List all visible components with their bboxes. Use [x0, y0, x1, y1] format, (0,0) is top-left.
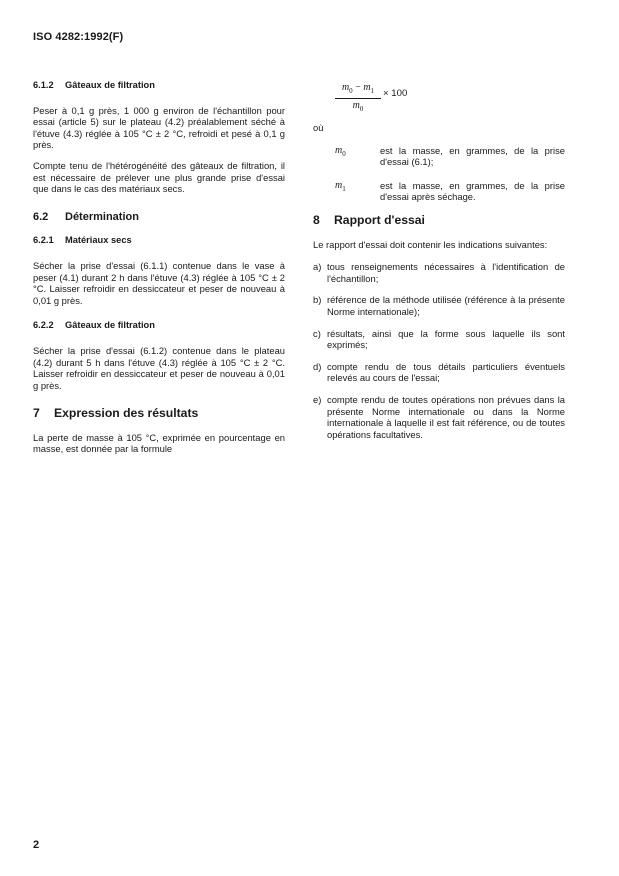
section-title: Expression des résultats: [54, 406, 199, 421]
section-title: Matériaux secs: [65, 235, 132, 246]
section-number: 8: [313, 212, 320, 227]
formula-denominator: $m_0$: [352, 100, 364, 113]
list-item-label: b): [313, 294, 322, 306]
heading-6-2: [33, 212, 285, 224]
paragraph-6-1-2-a: Peser à 0,1 g près, 1 000 g environ de l'échantillon pour essai (article 5) sur le plateau (4.2) préalablement séché à l'étuve (4.3) réglée à 105 °C ± 2 °C, refroidi et pesé à 0,1 g près.: [33, 104, 285, 151]
section-number: 6.2: [33, 210, 49, 223]
list-item: [313, 261, 565, 284]
paragraph-7: La perte de masse à 105 °C, exprimée en pourcentage en masse, est donnée par la formule: [33, 431, 285, 455]
list-item-label: c): [313, 327, 321, 339]
definition-text: est la masse, en grammes, de la prise d'essai (6.1);: [380, 144, 565, 168]
section-title: Gâteaux de filtration: [65, 80, 155, 90]
page-number: 2: [33, 839, 40, 851]
section-title: Gâteaux de filtration: [65, 320, 155, 331]
section-title: Rapport d'essai: [334, 212, 425, 227]
list-item-label: e): [313, 393, 322, 405]
heading-8: [313, 212, 565, 227]
definition-m1: [313, 180, 565, 203]
mass-loss-formula: [313, 82, 565, 116]
where-label: où: [313, 122, 324, 133]
list-item: [313, 361, 565, 384]
paragraph-8-intro: Le rapport d'essai doit contenir les indications suivantes:: [313, 238, 548, 250]
definition-text: est la masse, en grammes, de la prise d'essai après séchage.: [380, 179, 565, 203]
list-item-text: compte rendu de toutes opérations non prévues dans la présente Norme internationale ou dans la Norme internationale à laquelle il est fait référence, ou de toutes opérations facultatives.: [327, 393, 565, 440]
paragraph-6-2-1: Sécher la prise d'essai (6.1.1) contenue dans le vase à peser (4.1) durant 2 h dans l'étuve (4.3) réglée à 105 °C ± 2 °C. Laisser refroidir en dessiccateur et peser de nouveau à 0,01 g près.: [33, 259, 285, 306]
section-number: 7: [33, 406, 40, 421]
list-item: [313, 294, 565, 317]
list-item: [313, 394, 565, 440]
section-title: Détermination: [65, 210, 139, 223]
list-item-text: résultats, ainsi que la forme sous laquelle ils sont exprimés;: [327, 327, 565, 351]
section-number: 6.1.2: [33, 80, 54, 90]
right-column: [313, 80, 565, 450]
list-item: [313, 328, 565, 351]
paragraph-6-1-2-b: Compte tenu de l'hétérogénéité des gâteaux de filtration, il est nécessaire de prélever une plus grande prise d'essai que dans le cas des matériaux secs.: [33, 159, 285, 195]
heading-6-1-2: [33, 80, 285, 92]
heading-6-2-2: [33, 320, 285, 332]
formula-multiplier: × 100: [383, 88, 408, 99]
list-item-label: a): [313, 261, 322, 273]
list-item-label: d): [313, 360, 322, 372]
definition-m0: [313, 145, 565, 168]
formula-fraction: [335, 82, 381, 115]
paragraph-6-2-2: Sécher la prise d'essai (6.1.2) contenue dans le plateau (4.2) durant 5 h dans l'étuve (4.3) réglée à 105 °C ± 2 °C. Laisser refroidir en dessiccateur et peser de nouveau à 0,01 g près.: [33, 344, 285, 391]
page-header-standard-id: ISO 4282:1992(F): [33, 31, 124, 43]
section-number: 6.2.1: [33, 235, 54, 246]
symbol-m1: $m_1$: [335, 179, 346, 193]
heading-6-2-1: [33, 235, 285, 247]
formula-numerator: $m_0 - m_1$: [341, 82, 375, 95]
left-column: [33, 80, 285, 464]
list-item-text: tous renseignements nécessaires à l'identification de l'échantillon;: [327, 261, 565, 284]
list-item-text: référence de la méthode utilisée (référence à la présente Norme internationale);: [327, 294, 565, 317]
symbol-m0: $m_0$: [335, 144, 346, 158]
list-item-text: compte rendu de tous détails particuliers éventuels relevés au cours de l'essai;: [327, 360, 565, 384]
heading-7: [33, 408, 285, 420]
section-number: 6.2.2: [33, 320, 54, 331]
